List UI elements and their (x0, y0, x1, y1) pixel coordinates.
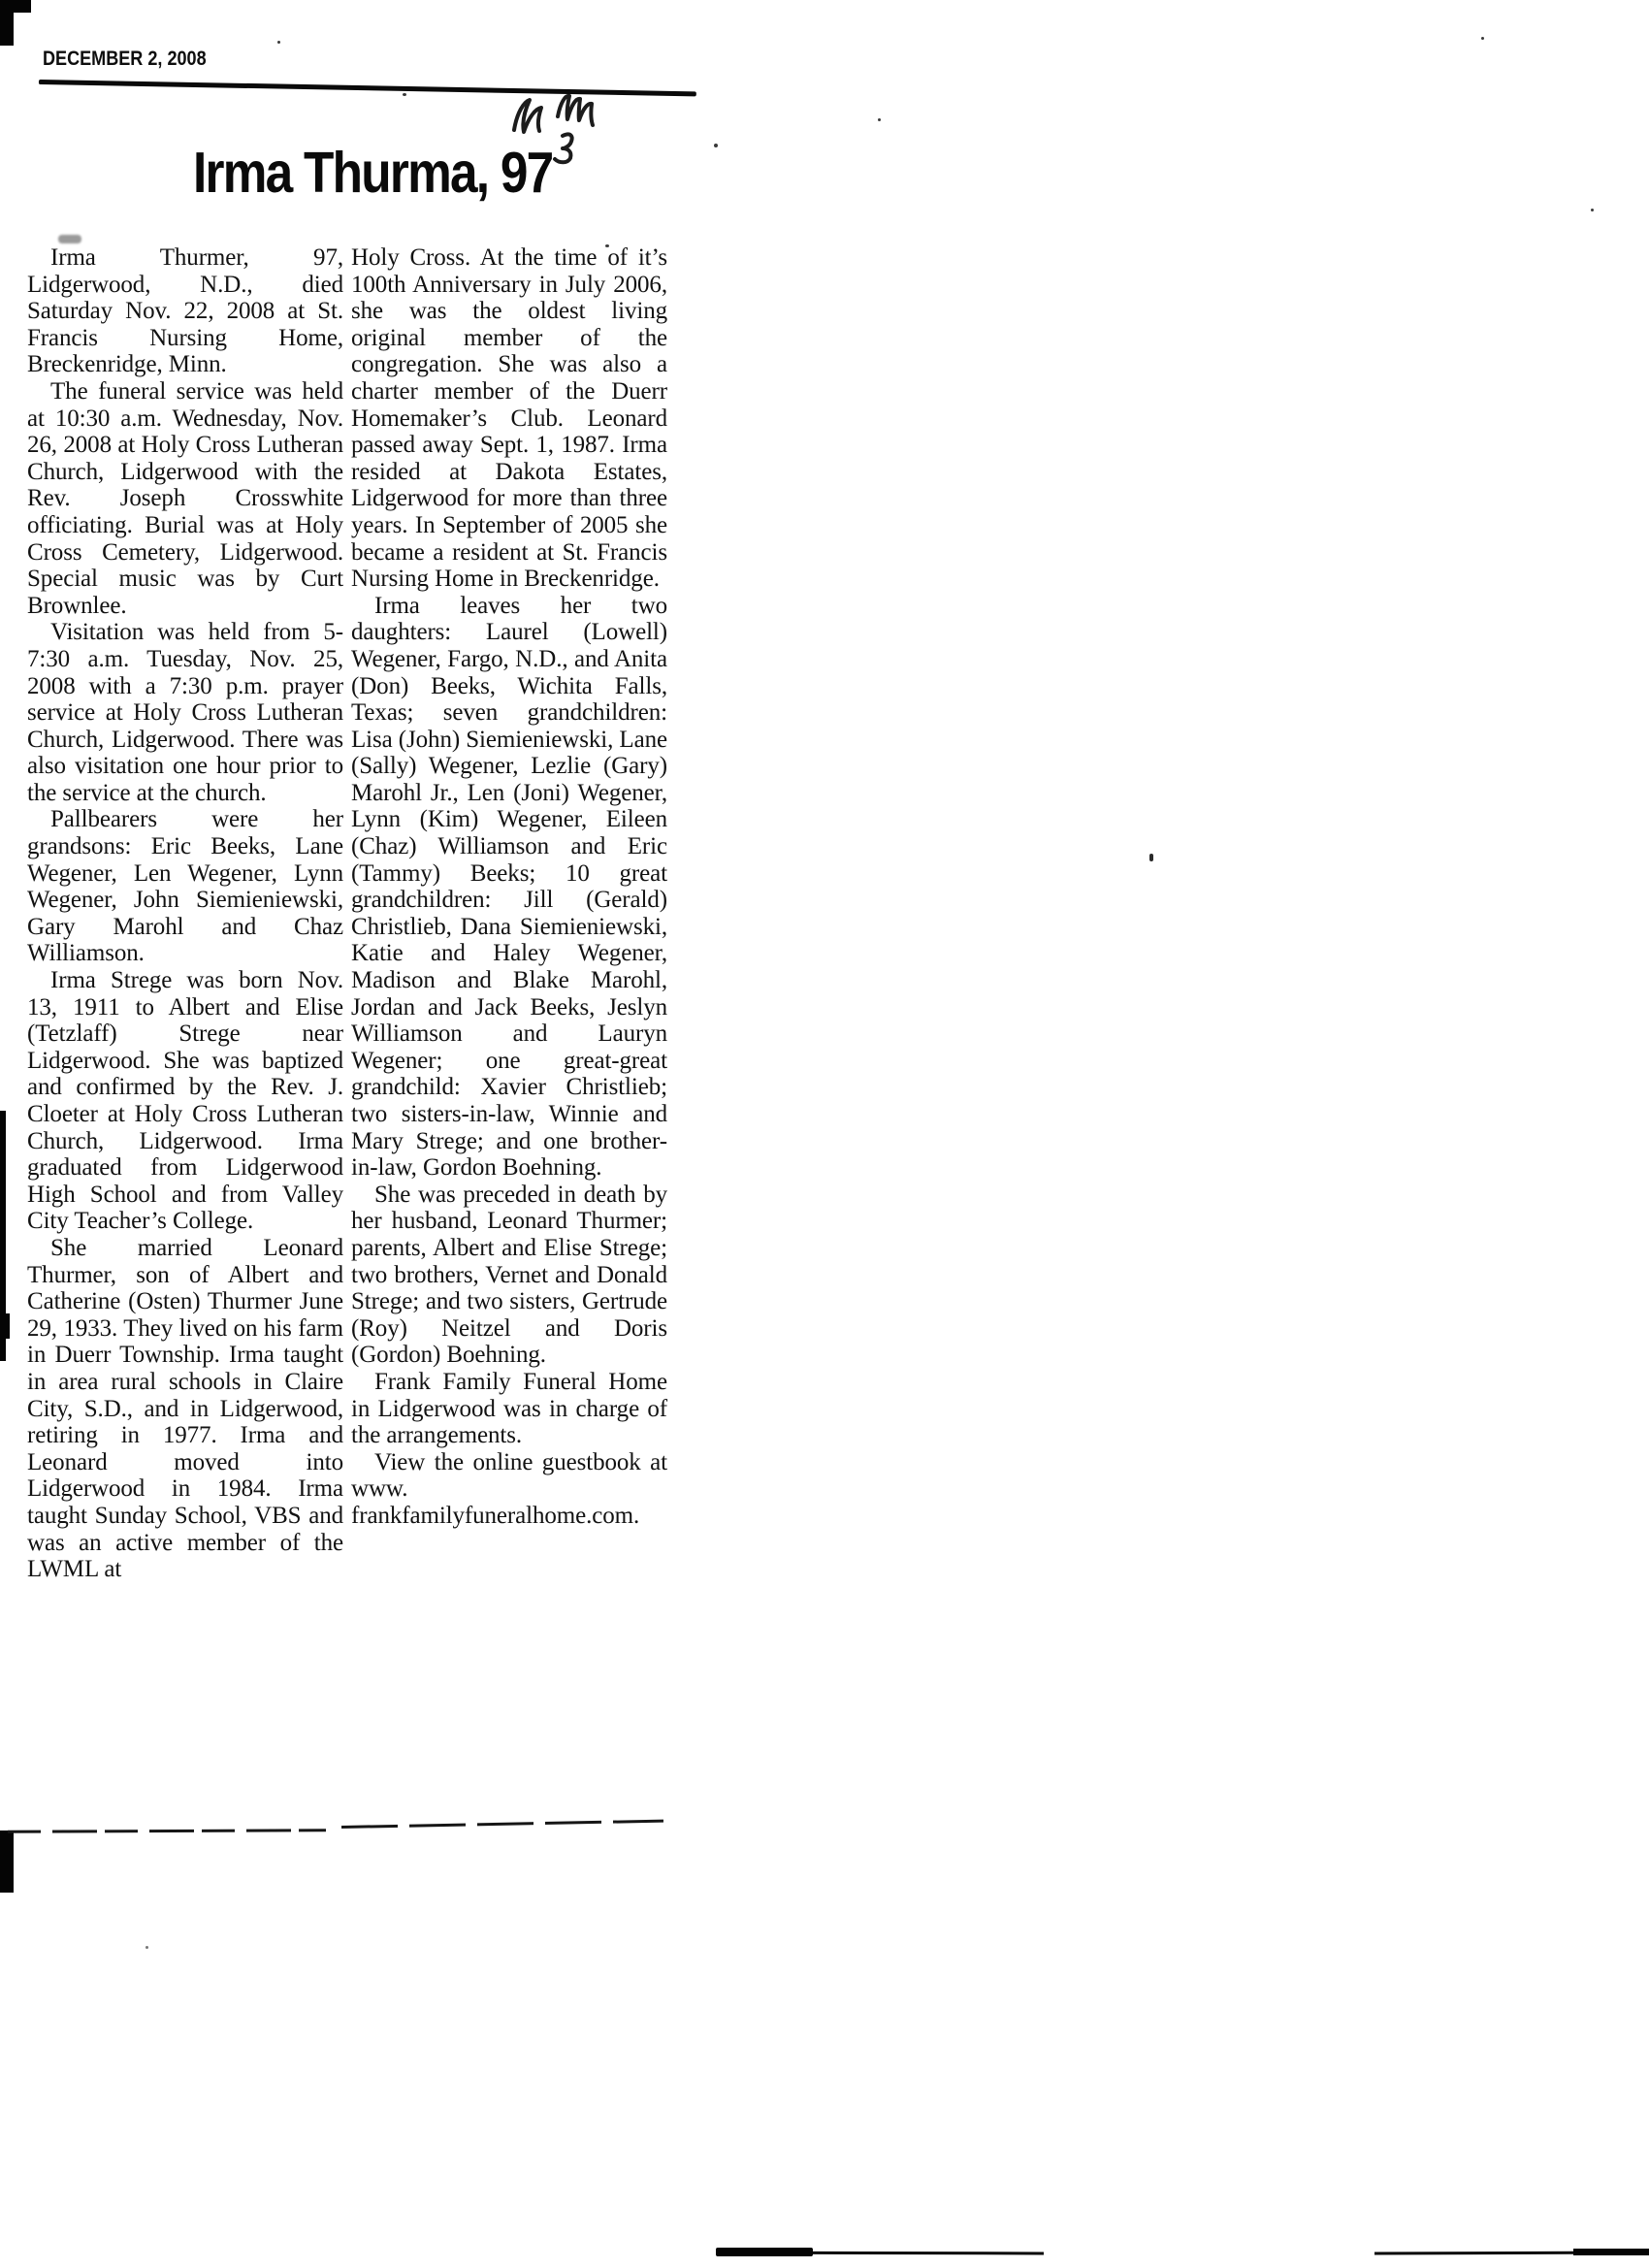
clipping-edge-line-left (8, 1829, 326, 1832)
scan-speck (1591, 209, 1594, 211)
scan-bottom-blotch-right (1573, 2249, 1649, 2255)
handwritten-m-stroke (558, 96, 593, 125)
obituary-paragraph: Holy Cross. At the time of it’s 100th Anniversary in July 2006, she was the oldest living original member of the congregation. She was also a charter member of the Duerr Homemaker’s Club. Leonard passed away Sept. 1, 1987. Irma resided at Dakota Estates, Lidgerwood for more than three years. In September of 2005 she became a resident at St. Francis Nursing Home in Breckenridge. (351, 244, 667, 593)
scan-speck (146, 1946, 148, 1949)
obituary-paragraph: Visitation was held from 5-7:30 a.m. Tuesday, Nov. 25, 2008 with a 7:30 p.m. prayer service at Holy Cross Lutheran Church, Lidgerwood. There was also visitation one hour prior to the service at the church. (27, 619, 343, 806)
obituary-paragraph: The funeral service was held at 10:30 a.m. Wednesday, Nov. 26, 2008 at Holy Cross Lutheran Church, Lidgerwood with the Rev. Joseph Crosswhite officiating. Burial was at Holy Cross Cemetery, Lidgerwood. Special music was by Curt Brownlee. (27, 377, 343, 619)
scan-smudge (58, 235, 81, 243)
obituary-paragraph: Irma Thurmer, 97, Lidgerwood, N.D., died Saturday Nov. 22, 2008 at St. Francis Nursing Home, Breckenridge, Minn. (27, 244, 343, 378)
scan-speck (878, 118, 881, 121)
scan-left-edge-line-lower (0, 1831, 14, 1893)
handwritten-n-stroke (514, 100, 541, 132)
obituary-paragraph: Irma leaves her two daughters: Laurel (Lowell) Wegener, Fargo, N.D., and Anita (Don) Beeks, Wichita Falls, Texas; seven grandchildren: Lisa (John) Siemieniewski, Lane (Sally) Wegener, Lezlie (Gary) Marohl Jr., Len (Joni) Wegener, Lynn (Kim) Wegener, Eileen (Chaz) Williamson and Eric (Tammy) Beeks; 10 great grandchildren: Jill (Gerald) Christlieb, Dana Siemieniewski, Katie and Haley Wegener, Madison and Blake Marohl, Jordan and Jack Beeks, Jeslyn Williamson and Lauryn Wegener; one great-great grandchild: Xavier Christlieb; two sisters-in-law, Winnie and Mary Strege; and one brother-in-law, Gordon Boehning. (351, 592, 667, 1182)
date-label: DECEMBER 2, 2008 (43, 48, 207, 70)
scan-corner-mark-vertical (0, 0, 14, 46)
obituary-paragraph: Irma Strege was born Nov. 13, 1911 to Albert and Elise (Tetzlaff) Strege near Lidgerwood. She was baptized and confirmed by the Rev. J. Cloeter at Holy Cross Lutheran Church, Lidgerwood. Irma graduated from Lidgerwood High School and from Valley City Teacher’s College. (27, 967, 343, 1235)
scan-speck (1481, 37, 1484, 40)
obituary-paragraph: View the online guestbook at www. frankfamilyfuneralhome.com. (351, 1448, 667, 1529)
scan-speck (1149, 854, 1153, 861)
scan-bottom-blotch-left (716, 2248, 813, 2256)
obituary-paragraph: She married Leonard Thurmer, son of Albert and Catherine (Osten) Thurmer June 29, 1933. They lived on his farm in Duerr Township. Irma taught in area rural schools in Claire City, S.D., and in Lidgerwood, retiring in 1977. Irma and Leonard moved into Lidgerwood in 1984. Irma taught Sunday School, VBS and was an active member of the LWML at (27, 1234, 343, 1583)
obituary-paragraph: Frank Family Funeral Home in Lidgerwood was in charge of the arrangements. (351, 1368, 667, 1449)
article-body (27, 244, 677, 1583)
handwritten-3-stroke (555, 134, 572, 162)
article-column-1 (27, 244, 343, 1583)
article-column-2 (351, 244, 667, 1583)
scan-left-edge-blob (0, 1313, 10, 1339)
scan-speck (714, 144, 718, 147)
obituary-paragraph: Pallbearers were her grandsons: Eric Beeks, Lane Wegener, Len Wegener, Lynn Wegener, John Siemieniewski, Gary Marohl and Chaz Williamson. (27, 806, 343, 967)
obituary-paragraph: She was preceded in death by her husband, Leonard Thurmer; parents, Albert and Elise Strege; two brothers, Vernet and Donald Strege; and two sisters, Gertrude (Roy) Neitzel and Doris (Gordon) Boehning. (351, 1181, 667, 1369)
scan-speck (403, 93, 406, 96)
clipping-edge-line-right (341, 1820, 663, 1829)
obituary-headline: Irma Thurma, 97 (193, 141, 553, 205)
scan-speck (277, 41, 280, 44)
